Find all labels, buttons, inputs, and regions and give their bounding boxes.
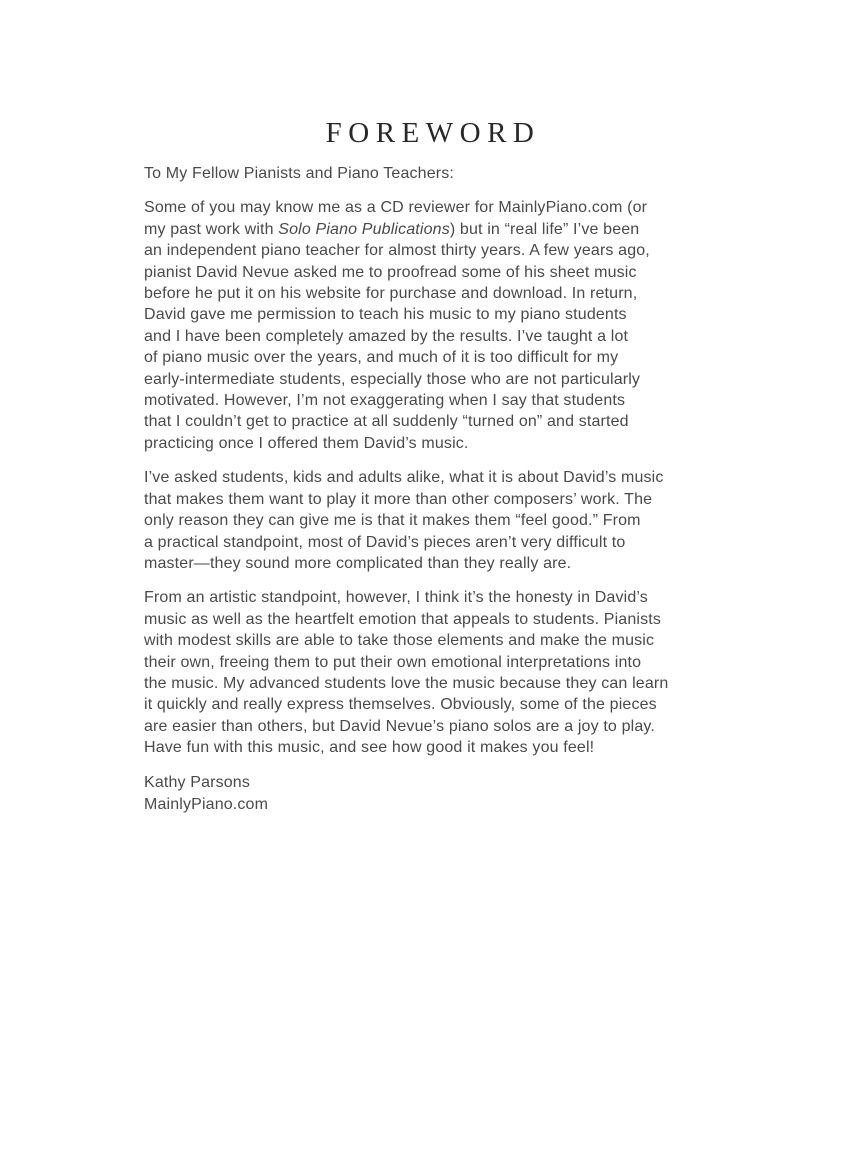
text-line: Have fun with this music, and see how good it makes you feel! [144, 739, 595, 757]
text-line: a practical standpoint, most of David’s pieces aren’t very difficult to [144, 533, 626, 551]
text-line: that makes them want to play it more than other composers’ work. The [144, 490, 653, 508]
signature-site: MainlyPiano.com [144, 796, 269, 814]
text-line: David gave me permission to teach his music to my piano students [144, 306, 627, 324]
text-line: my past work with Solo Piano Publications) but in “real life” I’ve been [144, 220, 640, 238]
text-line: pianist David Nevue asked me to proofread some of his sheet music [144, 263, 637, 281]
text-line: before he put it on his website for purchase and download. In return, [144, 285, 638, 303]
salutation: To My Fellow Pianists and Piano Teachers: [144, 165, 455, 182]
signature-name: Kathy Parsons [144, 773, 251, 791]
text-line: early-intermediate students, especially those who are not particularly [144, 370, 641, 388]
paragraph [144, 587, 722, 758]
text-line: of piano music over the years, and much of it is too difficult for my [144, 349, 619, 367]
text-line: practicing once I offered them David’s music. [144, 434, 469, 452]
foreword-body [144, 197, 722, 758]
paragraph [144, 197, 722, 454]
text-line: an independent piano teacher for almost thirty years. A few years ago, [144, 242, 650, 260]
text-line: Some of you may know me as a CD reviewer for MainlyPiano.com (or [144, 199, 648, 217]
text-line: that I couldn’t get to practice at all suddenly “turned on” and started [144, 413, 629, 431]
text-line: master—they sound more complicated than they really are. [144, 554, 572, 572]
paragraph [144, 467, 722, 574]
text-line: music as well as the heartfelt emotion that appeals to students. Pianists [144, 610, 661, 628]
text-line: are easier than others, but David Nevue’s piano solos are a joy to play. [144, 717, 655, 735]
text-line: their own, freeing them to put their own emotional interpretations into [144, 653, 642, 671]
text-line: only reason they can give me is that it makes them “feel good.” From [144, 512, 641, 530]
text-line: with modest skills are able to take those elements and make the music [144, 632, 655, 650]
text-line: and I have been completely amazed by the results. I’ve taught a lot [144, 327, 629, 345]
text-line: I’ve asked students, kids and adults alike, what it is about David’s music [144, 469, 664, 487]
text-line: From an artistic standpoint, however, I think it’s the honesty in David’s [144, 589, 648, 607]
signature-block [144, 772, 722, 817]
page-title: FOREWORD [325, 117, 541, 149]
text-line: it quickly and really express themselves. Obviously, some of the pieces [144, 696, 657, 714]
text-line: the music. My advanced students love the music because they can learn [144, 674, 669, 692]
text-line: motivated. However, I’m not exaggerating when I say that students [144, 392, 626, 410]
